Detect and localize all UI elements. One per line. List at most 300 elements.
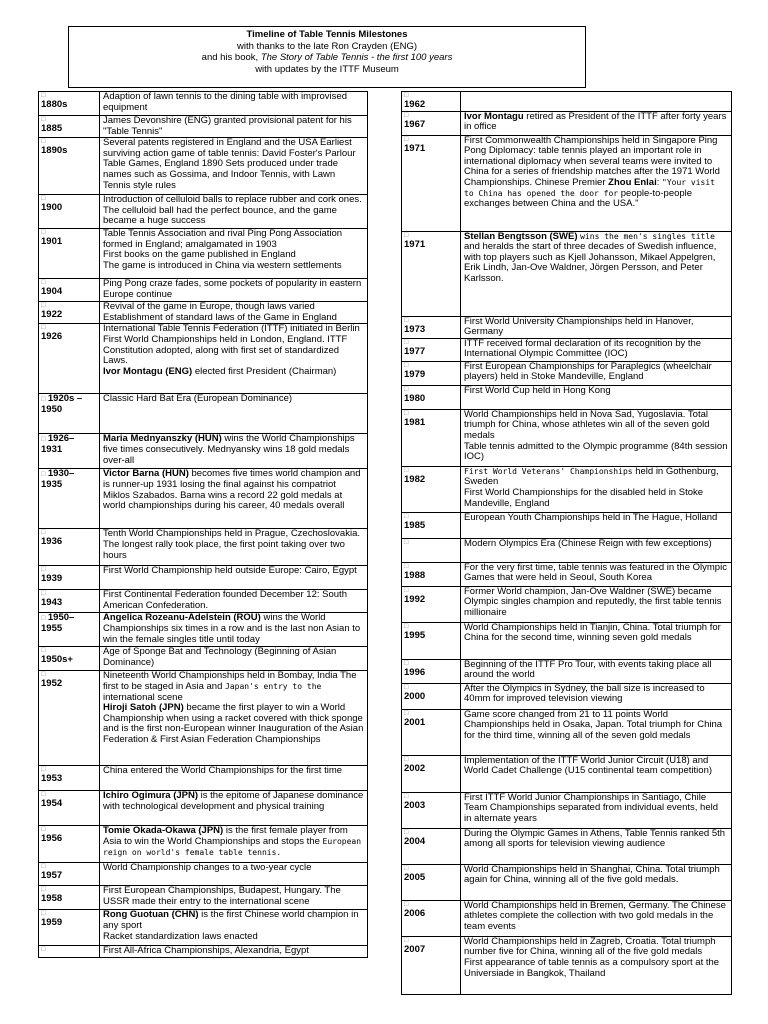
timeline-year [39,946,100,958]
timeline-row [39,590,368,613]
checkbox-glyph-icon: □ [41,615,46,623]
timeline-row [39,394,368,434]
timeline-year [39,529,100,566]
timeline-year [402,92,461,112]
description-text: Ping Pong craze fades, some pockets of popularity in eastern Europe continue [103,278,362,300]
timeline-year [402,135,461,231]
timeline-year [402,900,461,936]
description-text: First European Championships for Paraplegics (wheelchair players) held in Stoke Mandeville, England [464,360,712,383]
checkbox-glyph-icon: □ [41,566,46,574]
description-text: Table tennis admitted to the Olympic programme (84th session IOC) [464,440,728,463]
timeline-year-label: 1950s+ [41,654,73,666]
timeline-year [402,409,461,466]
timeline-year [39,469,100,529]
timeline-year [39,195,100,229]
person-name: Rong Guotuan (CHN) [103,909,199,921]
timeline-year [39,324,100,394]
description-text: For the very first time, table tennis was featured in the Olympic Games that were held in Seoul, South Korea [464,561,727,584]
timeline-year-label: 1880s [41,99,68,110]
description-text: is the first female player from Asia to win the World Championships and stops the [103,825,348,847]
description-text: Revival of the game in Europe, though laws varied Establishment of standard laws of the Game in England [103,301,337,323]
description-text: people-to-people exchanges between China and the USA." [464,187,693,210]
timeline-year [402,385,461,409]
checkbox-glyph-icon: □ [41,229,46,237]
description-text: wins the men's singles title [580,231,715,241]
checkbox-glyph-icon: □ [404,659,409,667]
checkbox-glyph-icon: □ [41,910,46,918]
description-text: is the first Chinese world champion in any sport [103,909,359,931]
person-name: Stellan Bengtsson (SWE) [464,230,578,242]
description-text: First Continental Federation founded December 12: South American Confederation. [103,589,347,611]
timeline-description [461,512,732,538]
checkbox-glyph-icon: □ [404,512,409,520]
timeline-year-label: 1952 [41,678,63,690]
description-text: Racket standardization laws enacted [103,930,258,942]
timeline-row [402,622,732,659]
timeline-row [402,385,732,409]
timeline-year [402,111,461,135]
header-credit: with thanks to the late Ron Crayden (ENG) [236,40,418,52]
checkbox-glyph-icon: □ [404,361,409,369]
timeline-row [402,135,732,231]
checkbox-glyph-icon: □ [404,316,409,324]
timeline-year [402,586,461,622]
timeline-row [402,562,732,586]
timeline-year [402,755,461,792]
timeline-row [39,116,368,138]
timeline-description [100,886,368,910]
timeline-description [100,116,368,138]
timeline-year [402,466,461,512]
checkbox-glyph-icon: □ [41,138,46,146]
timeline-row [402,538,732,562]
timeline-description [461,792,732,828]
timeline-description [100,910,368,946]
timeline-description [461,538,732,562]
checkbox-glyph-icon: □ [404,385,409,393]
person-name: Angelica Rozeanu-Adelstein (ROU) [103,612,261,624]
checkbox-glyph-icon: □ [404,466,409,474]
timeline-year-label: 1988 [404,569,426,581]
description-text: Nineteenth World Championships held in Bombay, India The first to be staged in Asia and [103,670,357,692]
checkbox-glyph-icon: □ [404,92,409,99]
description-text: wins the World Championships five times consecutively. Mednyansky wins 18 gold medals over-all [103,433,355,466]
timeline-year-label: 1953 [41,773,63,785]
timeline-year [402,936,461,994]
timeline-year [39,671,100,766]
timeline-description [461,361,732,385]
description-text: After the Olympics in Sydney, the ball size is increased to 40mm for improved television viewing [464,682,705,705]
timeline-year-label: 2002 [404,762,426,774]
timeline-row [39,671,368,766]
checkbox-glyph-icon: □ [41,324,46,332]
timeline-row [39,195,368,229]
timeline-table-left [38,91,368,958]
timeline-year [39,766,100,791]
description-text: During the Olympic Games in Athens, Table Tennis ranked 5th among all sports for television viewing audience [464,827,726,850]
timeline-description [100,529,368,566]
timeline-description [461,864,732,900]
description-text: First appearance of table tennis as a compulsory sport at the Universiade in Bangkok, Thailand [464,956,720,979]
timeline-year-label: 1956 [41,833,63,845]
timeline-row [402,512,732,538]
checkbox-glyph-icon: □ [404,135,409,143]
timeline-year-label: 1926– 1931 [41,433,75,455]
checkbox-glyph-icon: □ [404,683,409,691]
timeline-row [402,900,732,936]
checkbox-glyph-icon: □ [41,471,46,479]
timeline-year [402,622,461,659]
timeline-row [39,647,368,671]
description-text: The game is introduced in China via western settlements [103,259,342,271]
description-text: elected first President (Chairman) [192,365,337,377]
timeline-year-label: 1900 [41,202,63,214]
timeline-year-label: 1904 [41,286,63,298]
timeline-year-label: 1977 [404,345,426,357]
timeline-description [461,316,732,338]
timeline-row [39,791,368,826]
timeline-description [461,231,732,316]
timeline-year-label: 1950– 1955 [41,612,75,634]
timeline-description [461,586,732,622]
timeline-row [39,279,368,302]
checkbox-glyph-icon: □ [404,709,409,717]
timeline-description [100,324,368,394]
checkbox-glyph-icon: □ [41,671,46,679]
description-text: is the epitome of Japanese dominance with technological development and physical training [103,790,364,812]
description-text: international scene [103,691,183,703]
timeline-row [402,466,732,512]
timeline-row [402,409,732,466]
checkbox-glyph-icon: □ [41,826,46,834]
person-name: Ivor Montagu (ENG) [103,365,193,377]
timeline-year [402,512,461,538]
timeline-row [402,316,732,338]
timeline-row [39,469,368,529]
timeline-row [402,338,732,361]
checkbox-glyph-icon: □ [41,529,46,537]
document-title: Timeline of Table Tennis Milestones [246,29,408,40]
checkbox-glyph-icon: □ [404,231,409,239]
timeline-year [402,231,461,316]
timeline-year-label: 2003 [404,799,426,811]
timeline-description [100,279,368,302]
timeline-row [39,910,368,946]
timeline-row [402,683,732,709]
description-text: Table Tennis Association and rival Ping Pong Association formed in England; amalgamated in 1903 [103,228,343,250]
checkbox-glyph-icon: □ [404,562,409,570]
timeline-year [39,229,100,279]
timeline-row [39,302,368,324]
description-text: "Your visit to China has opened the door for [464,177,715,198]
timeline-year-label: 2001 [404,716,426,728]
timeline-year-label: 1885 [41,123,63,134]
timeline-year [402,316,461,338]
timeline-year-label: 1954 [41,798,63,810]
checkbox-glyph-icon: □ [41,766,46,774]
timeline-year-label: 1930– 1935 [41,468,75,490]
timeline-row [39,766,368,791]
timeline-year-label: 1996 [404,666,426,678]
description-text: First European Championships, Budapest, Hungary. The USSR made their entry to the international scene [103,885,341,907]
timeline-row [39,566,368,590]
timeline-description [461,659,732,683]
checkbox-glyph-icon: □ [41,946,46,954]
description-text: wins the World Championships six times in a row and is the last non Asian to win the female singles title until today [103,612,361,645]
timeline-description [461,385,732,409]
checkbox-glyph-icon: □ [404,338,409,346]
person-name: Ivor Montagu [464,110,524,122]
timeline-year [402,709,461,755]
timeline-description [461,92,732,112]
description-text: First books on the game published in England [103,249,296,261]
description-text: Several patents registered in England and the USA Earliest surviving action game of table tennis: David Foster's Parlour Table Games, England 1890 Sets produced under trade names such as Gossima, and Indoor Tennis, with Lawn Tennis style rules [103,137,356,191]
description-text: European Youth Championships held in The Hague, Holland [464,511,718,523]
timeline-description [461,562,732,586]
checkbox-glyph-icon: □ [404,538,409,546]
timeline-description [100,92,368,116]
timeline-year [402,864,461,900]
timeline-description [461,622,732,659]
timeline-year [39,434,100,469]
description-text: World Championships held in Tianjin, China. Total triumph for China for the second time, winning seven gold medals [464,621,721,644]
book-title: The Story of Table Tennis - the first 100 years [260,52,453,64]
description-text: First World Veterans' Championships [464,466,633,476]
timeline-year-label: 1973 [404,323,426,335]
timeline-row [402,792,732,828]
timeline-year-label: 1922 [41,309,63,321]
description-text: First Commonwealth Championships held in Singapore Ping Pong Diplomacy: table tennis played an important role in international diplomacy when several teams were invited to China for a series of friendship matches after the 1971 World Championships. Chinese Premier [464,134,720,188]
description-text: Classic Hard Bat Era (European Dominance) [103,393,293,405]
timeline-year [39,863,100,886]
timeline-year [402,338,461,361]
timeline-year-label: 1959 [41,917,63,929]
timeline-row [402,231,732,316]
timeline-year-label: 1939 [41,573,63,585]
timeline-year-label: 1971 [404,238,426,250]
timeline-year-label: 2005 [404,871,426,883]
timeline-year [402,562,461,586]
timeline-description [100,826,368,863]
timeline-year-label: 1962 [404,99,426,110]
checkbox-glyph-icon: □ [41,436,46,444]
timeline-description [100,791,368,826]
timeline-year [39,791,100,826]
timeline-description [100,469,368,529]
timeline-description [100,566,368,590]
timeline-row [402,111,732,135]
timeline-description [461,683,732,709]
timeline-row [402,864,732,900]
person-name: Zhou Enlai [608,176,657,188]
description-text: Japan's entry to the [225,681,322,691]
description-text: World Championships held in Shanghai, China. Total triumph again for China, winning all of the five gold medals. [464,863,720,886]
timeline-description [100,590,368,613]
description-text: retired as President of the ITTF after forty years in office [464,110,727,133]
timeline-description [461,111,732,135]
header-book-line: and his book, The Story of Table Tennis - the first 100 years [201,52,453,64]
checkbox-glyph-icon: □ [41,863,46,871]
timeline-row [39,826,368,863]
checkbox-glyph-icon: □ [404,111,409,119]
description-text: Modern Olympics Era (Chinese Reign with few exceptions) [464,537,712,549]
description-text: World Championship changes to a two-year cycle [103,862,312,874]
description-text: First World Championships for the disabled held in Stoke Mandeville, England [464,486,704,509]
timeline-year-label: 1936 [41,536,63,548]
timeline-description [100,671,368,766]
checkbox-glyph-icon: □ [41,590,46,598]
description-text: and heralds the start of three decades of Swedish influence, with top players such as Kjell Johansson, Mikael Appelgren, Erik Lindh, Jan-Ove Waldner, Jörgen Persson, and Peter Karlsson. [464,241,717,284]
timeline-row [39,529,368,566]
person-name: Maria Mednyanszky (HUN) [103,433,222,445]
checkbox-glyph-icon: □ [404,755,409,763]
checkbox-glyph-icon: □ [41,279,46,287]
timeline-description [100,302,368,324]
timeline-year [39,566,100,590]
timeline-description [100,766,368,791]
checkbox-glyph-icon: □ [404,586,409,594]
checkbox-glyph-icon: □ [41,92,46,99]
timeline-row [402,755,732,792]
checkbox-glyph-icon: □ [404,622,409,630]
timeline-year [39,590,100,613]
timeline-row [402,92,732,112]
description-text: First All-Africa Championships, Alexandria, Egypt [103,945,309,957]
timeline-year-label: 1958 [41,893,63,905]
timeline-year-label: 2007 [404,943,426,955]
description-text: First ITTF World Junior Championships in Santiago, Chile Team Championships separated from individual events, held in alternate years [464,791,718,824]
checkbox-glyph-icon: □ [404,409,409,417]
timeline-row [39,138,368,195]
checkbox-glyph-icon: □ [404,900,409,908]
timeline-year [402,683,461,709]
timeline-year [39,138,100,195]
timeline-year [39,279,100,302]
timeline-year-label: 1890s [41,145,68,157]
description-text: European reign on world's female table tennis. [103,836,362,857]
timeline-row [39,863,368,886]
timeline-year-label: 2000 [404,690,426,702]
timeline-year-label: 1971 [404,142,426,154]
description-text: Age of Sponge Bat and Technology (Beginning of Asian Dominance) [103,646,337,668]
timeline-description [461,409,732,466]
timeline-year [402,361,461,385]
timeline-row [39,886,368,910]
description-text: Tenth World Championships held in Prague, Czechoslovakia. The longest rally took place, the first point taking over two hours [103,528,360,561]
description-text: Game score changed from 21 to 11 points World Championships held in Osaka, Japan. Total triumph for China for the third time, winning all of the seven gold medals [464,708,723,741]
timeline-description [100,394,368,434]
timeline-row [402,586,732,622]
timeline-row [39,613,368,647]
timeline-row [402,936,732,994]
timeline-year [39,394,100,434]
timeline-year [39,647,100,671]
timeline-row [39,229,368,279]
timeline-description [100,946,368,958]
timeline-year [402,538,461,562]
timeline-year-label: 1992 [404,593,426,605]
description-text: First World Cup held in Hong Kong [464,384,611,396]
description-text: James Devonshire (ENG) granted provisional patent for his "Table Tennis" [103,115,352,137]
description-text: First World Championships held in London, England. ITTF Constitution adopted, along with first set of standardized Laws. [103,333,348,367]
checkbox-glyph-icon: □ [41,116,46,123]
timeline-year-label: 1980 [404,392,426,404]
timeline-year [402,659,461,683]
person-name: Hiroji Satoh (JPN) [103,702,184,714]
description-text: held in Gothenburg, Sweden [464,465,719,488]
timeline-year [39,826,100,863]
timeline-year [39,92,100,116]
description-text: World Championships held in Nova Sad, Yugoslavia. Total triumph for China, whose athletes win all of the seven gold medals [464,408,710,441]
timeline-year-label: 1957 [41,870,63,882]
timeline-year-label: 2004 [404,835,426,847]
description-text: World Championships held in Bremen, Germany. The Chinese athletes complete the collection with two gold medals in the team events [464,899,726,932]
header-update-line: with updates by the ITTF Museum [255,63,399,75]
timeline-description [461,828,732,864]
timeline-description [100,613,368,647]
description-text: became the first player to win a World Championship when using a racket covered with thick sponge and is the first non-European winner Inauguration of the Asian Federation & First Asian Federation Championships [103,702,364,745]
timeline-year-label: 1901 [41,236,63,248]
document-header [68,26,586,88]
checkbox-glyph-icon: □ [41,886,46,894]
timeline-year [39,116,100,138]
timeline-year-label: 2006 [404,907,426,919]
timeline-year-label: 1982 [404,473,426,485]
timeline-description [461,936,732,994]
timeline-year [39,886,100,910]
checkbox-glyph-icon: □ [41,647,46,655]
timeline-year-label: 1926 [41,331,63,343]
checkbox-glyph-icon: □ [404,828,409,836]
checkbox-glyph-icon: □ [41,195,46,203]
timeline-row [39,946,368,958]
description-text: Implementation of the ITTF World Junior Circuit (U18) and World Cadet Challenge (U15 continental team competition) [464,754,713,777]
timeline-year [402,792,461,828]
timeline-description [461,709,732,755]
person-name: Victor Barna (HUN) [103,468,189,480]
timeline-description [461,755,732,792]
checkbox-glyph-icon: □ [404,864,409,872]
timeline-row [402,659,732,683]
timeline-row [402,709,732,755]
timeline-description [461,466,732,512]
timeline-description [100,647,368,671]
timeline-description [100,434,368,469]
timeline-description [461,900,732,936]
timeline-year [402,828,461,864]
description-text: : [656,176,662,188]
timeline-row [39,324,368,394]
timeline-row [402,828,732,864]
timeline-description [100,195,368,229]
description-text: becomes five times world champion and is runner-up 1931 losing the final against his compatriot Miklos Szabados. Barna wins a record 22 gold medals at world championships during his career, 40 medals overall [103,468,361,512]
description-text: China entered the World Championships for the first time [103,765,343,777]
timeline-year [39,910,100,946]
description-text: Beginning of the ITTF Pro Tour, with events taking place all around the world [464,658,712,681]
timeline-row [39,92,368,116]
timeline-table-right [401,91,732,995]
timeline-year-label: 1985 [404,519,426,531]
person-name: Ichiro Ogimura (JPN) [103,790,199,802]
checkbox-glyph-icon: □ [41,396,46,404]
description-text: World Championships held in Zagreb, Croatia. Total triumph number five for China, winning all of the five gold medals [464,935,716,958]
person-name: Tomie Okada-Okawa (JPN) [103,825,224,837]
timeline-row [402,361,732,385]
timeline-year [39,302,100,324]
description-text: First World Championship held outside Europe: Cairo, Egypt [103,565,357,577]
timeline-year-label: 1979 [404,368,426,380]
description-text: Adaption of lawn tennis to the dining table with improvised equipment [103,91,347,113]
